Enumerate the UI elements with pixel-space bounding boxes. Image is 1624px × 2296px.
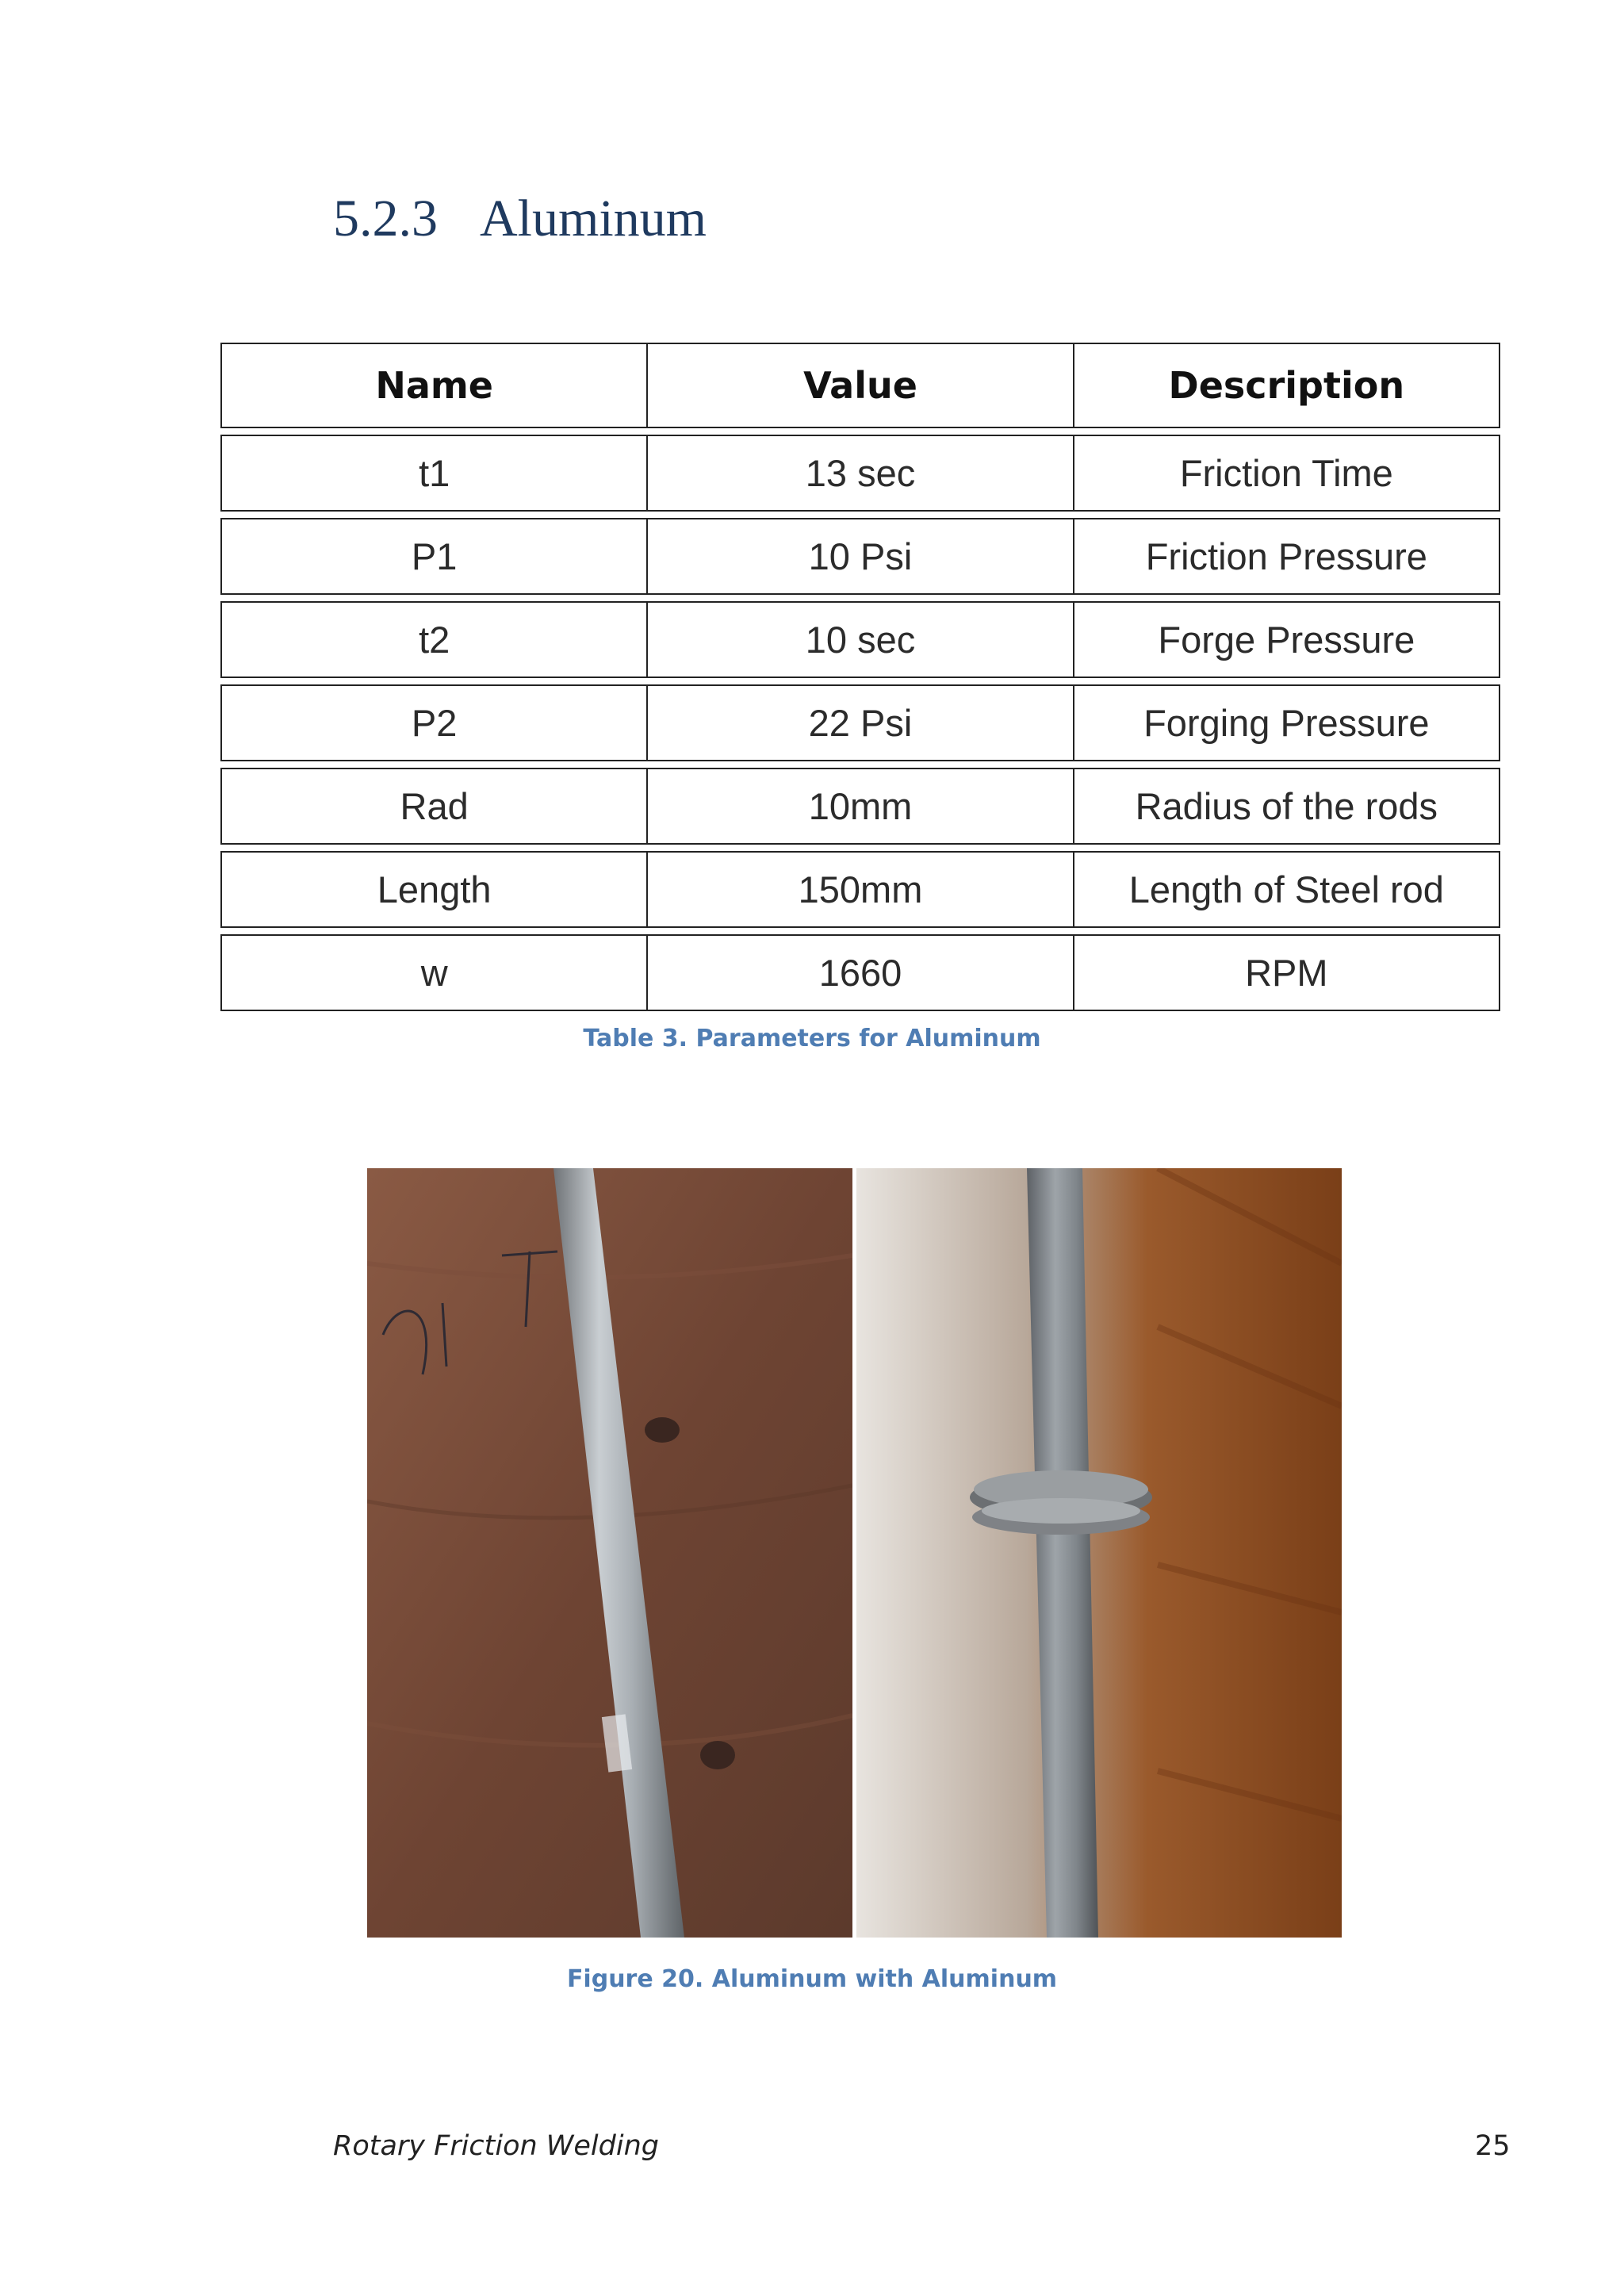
table-row xyxy=(220,518,1500,595)
section-heading xyxy=(333,189,707,249)
cell-name: t1 xyxy=(220,435,648,512)
cell-description: Friction Time xyxy=(1073,435,1500,512)
cell-description: Friction Pressure xyxy=(1073,518,1500,595)
section-number: 5.2.3 xyxy=(333,190,438,247)
parameters-table xyxy=(220,343,1500,1018)
cell-name: w xyxy=(220,934,648,1011)
cell-name: Length xyxy=(220,851,648,928)
welded-aluminum-rod-image xyxy=(856,1168,1342,1938)
table-header-row xyxy=(220,343,1500,428)
table-row xyxy=(220,934,1500,1011)
welded-aluminum-photo xyxy=(856,1168,1342,1938)
cell-description: Forging Pressure xyxy=(1073,684,1500,761)
figure-caption: Figure 20. Aluminum with Aluminum xyxy=(566,1965,1058,1993)
table-row xyxy=(220,684,1500,761)
aluminum-rod-on-wood-image xyxy=(367,1168,852,1938)
section-title: Aluminum xyxy=(480,190,707,247)
aluminum-rod-photo xyxy=(367,1168,852,1938)
cell-value: 22 Psi xyxy=(646,684,1074,761)
page-number: 25 xyxy=(1475,2130,1511,2162)
cell-description: Forge Pressure xyxy=(1073,601,1500,678)
table-caption: Table 3. Parameters for Aluminum xyxy=(583,1025,1041,1052)
cell-value: 10 sec xyxy=(646,601,1074,678)
header-value: Value xyxy=(646,343,1074,428)
cell-name: P2 xyxy=(220,684,648,761)
cell-value: 13 sec xyxy=(646,435,1074,512)
cell-value: 10mm xyxy=(646,768,1074,845)
cell-value: 1660 xyxy=(646,934,1074,1011)
table-row xyxy=(220,601,1500,678)
header-description: Description xyxy=(1073,343,1500,428)
header-name: Name xyxy=(220,343,648,428)
cell-name: P1 xyxy=(220,518,648,595)
cell-name: Rad xyxy=(220,768,648,845)
cell-description: RPM xyxy=(1073,934,1500,1011)
table-row xyxy=(220,768,1500,845)
cell-name: t2 xyxy=(220,601,648,678)
cell-description: Length of Steel rod xyxy=(1073,851,1500,928)
cell-value: 150mm xyxy=(646,851,1074,928)
cell-description: Radius of the rods xyxy=(1073,768,1500,845)
table-row xyxy=(220,435,1500,512)
table-row xyxy=(220,851,1500,928)
cell-value: 10 Psi xyxy=(646,518,1074,595)
footer-title: Rotary Friction Welding xyxy=(333,2130,659,2162)
